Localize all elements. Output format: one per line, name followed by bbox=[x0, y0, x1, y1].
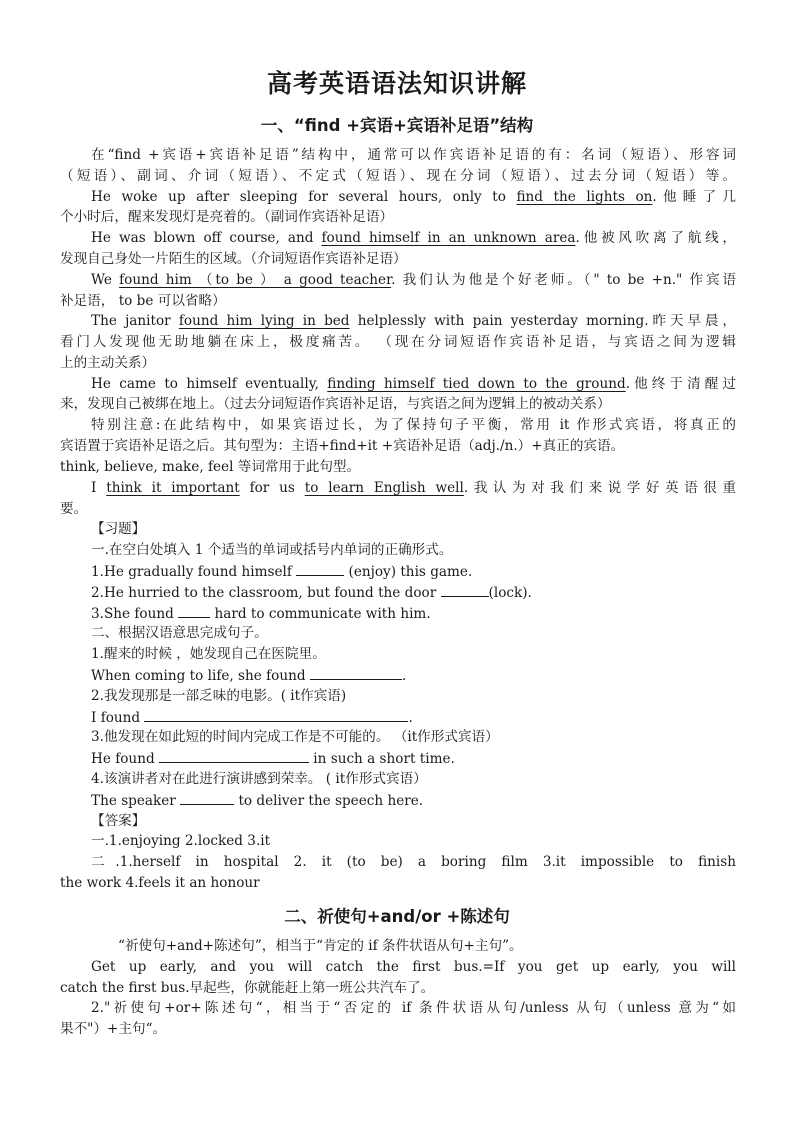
question-cn: 4.该演讲者对在此进行演讲感到荣幸。 ( it作形式宾语） bbox=[91, 771, 427, 787]
note-line: 特别注意:在此结构中，如果宾语过长，为了保持句子平衡，常用 it 作形式宾语，将真正的 bbox=[91, 417, 736, 433]
example-translation: 要。 bbox=[60, 501, 88, 517]
exercise-instruction: 二、根据汉语意思完成句子。 bbox=[91, 625, 268, 641]
page-title: 高考英语语法知识讲解 bbox=[266, 69, 527, 98]
example-sentence: He was blown off course, and found himself in an unknown area.他被风吹离了航线， bbox=[91, 230, 736, 246]
question-en: I found . bbox=[91, 707, 736, 727]
question-cn: 2.我发现那是一部乏味的电影。( it作宾语) bbox=[91, 688, 347, 704]
intro-line: （短语）、副词、介词（短语）、不定式（短语）、现在分词（短语）、过去分词（短语）等。 bbox=[60, 168, 736, 184]
underlined-phrase: find the lights on bbox=[516, 189, 653, 205]
answer-label: 【答案】 bbox=[91, 813, 146, 829]
answer-blank bbox=[441, 582, 489, 597]
note-line: think, believe, make, feel 等词常用于此句型。 bbox=[60, 459, 361, 475]
question-en: When coming to life, she found . bbox=[91, 665, 736, 685]
question-1: 1.He gradually found himself (enjoy) this game. bbox=[91, 561, 736, 581]
body-line: Get up early, and you will catch the first bus.=If you get up early, you will bbox=[91, 959, 736, 975]
example-sentence: He woke up after sleeping for several hours, only to find the lights on.他睡了几 bbox=[91, 189, 736, 205]
example-translation: 上的主动关系） bbox=[60, 355, 156, 371]
answer-blank bbox=[144, 707, 408, 722]
exercise-label: 【习题】 bbox=[91, 521, 146, 537]
question-3: 3.She found hard to communicate with him. bbox=[91, 603, 736, 623]
underlined-phrase: to learn English well bbox=[304, 480, 464, 496]
answer-blank bbox=[296, 561, 344, 576]
body-line: catch the first bus.早起些，你就能赶上第一班公共汽车了。 bbox=[60, 980, 435, 996]
answer-blank bbox=[159, 748, 309, 763]
example-sentence: I think it important for us to learn English well.我认为对我们来说学好英语很重 bbox=[91, 480, 736, 496]
example-translation: 补足语， to be 可以省略） bbox=[60, 293, 226, 309]
answer-blank bbox=[310, 665, 402, 680]
body-line: 2."祈使句+or+陈述句“，相当于“否定的 if 条件状语从句/unless 从句（unless 意为“如 bbox=[91, 1000, 736, 1016]
underlined-phrase: finding himself tied down to the ground bbox=[327, 376, 626, 392]
underlined-phrase: found him lying in bed bbox=[178, 313, 350, 329]
example-translation: 来，发现自己被绑在地上。（过去分词短语作宾语补足语，与宾语之间为逻辑上的被动关系） bbox=[60, 396, 611, 412]
question-en: He found in such a short time. bbox=[91, 748, 736, 768]
question-cn: 1.醒来的时候 ，她发现自己在医院里。 bbox=[91, 646, 326, 662]
example-sentence: The janitor found him lying in bed helplessly with pain yesterday morning.昨天早晨， bbox=[91, 313, 736, 329]
answer-blank bbox=[178, 603, 210, 618]
answer-line: 一.1.enjoying 2.locked 3.it bbox=[91, 833, 271, 849]
underlined-phrase: found himself in an unknown area bbox=[321, 230, 576, 246]
section-heading-find: 一、“find +宾语+宾语补足语”结构 bbox=[260, 116, 534, 135]
answer-blank bbox=[180, 790, 234, 805]
question-cn: 3.他发现在如此短的时间内完成工作是不可能的。 （it作形式宾语） bbox=[91, 729, 499, 745]
example-translation: 看门人发现他无助地躺在床上，极度痛苦。 （现在分词短语作宾语补足语，与宾语之间为逻辑 bbox=[60, 334, 736, 350]
underlined-phrase: think it important bbox=[106, 480, 240, 496]
body-line: “祈使句+and+陈述句”，相当于“肯定的 if 条件状语从句+主句”。 bbox=[118, 938, 523, 954]
example-sentence: We found him （to be ） a good teacher. 我们认为他是个好老师。（" to be +n." 作宾语 bbox=[91, 272, 736, 288]
note-line: 宾语置于宾语补足语之后。其句型为：主语+find+it +宾语补足语（adj./n.）+真正的宾语。 bbox=[60, 438, 625, 454]
exercise-instruction: 一.在空白处填入 1 个适当的单词或括号内单词的正确形式。 bbox=[91, 542, 453, 558]
example-translation: 发现自己身处一片陌生的区域。（介词短语作宾语补足语） bbox=[60, 251, 407, 267]
intro-line: 在“find +宾语+宾语补足语”结构中，通常可以作宾语补足语的有：名词（短语）、形容词 bbox=[91, 147, 736, 163]
body-line: 果不"）+主句“。 bbox=[60, 1021, 167, 1037]
example-sentence: He came to himself eventually, finding himself tied down to the ground.他终于清醒过 bbox=[91, 376, 736, 392]
question-en: The speaker to deliver the speech here. bbox=[91, 790, 736, 810]
section-heading-imperative: 二、祈使句+and/or +陈述句 bbox=[284, 907, 510, 926]
example-translation: 个小时后，醒来发现灯是亮着的。（副词作宾语补足语） bbox=[60, 209, 394, 225]
underlined-phrase: found him （to be ） a good teacher bbox=[119, 272, 392, 288]
answer-line: 二.1.herself in hospital 2. it (to be) a boring film 3.it impossible to finish bbox=[91, 854, 736, 870]
answer-line: the work 4.feels it an honour bbox=[60, 875, 260, 891]
question-2: 2.He hurried to the classroom, but found the door (lock). bbox=[91, 582, 736, 602]
